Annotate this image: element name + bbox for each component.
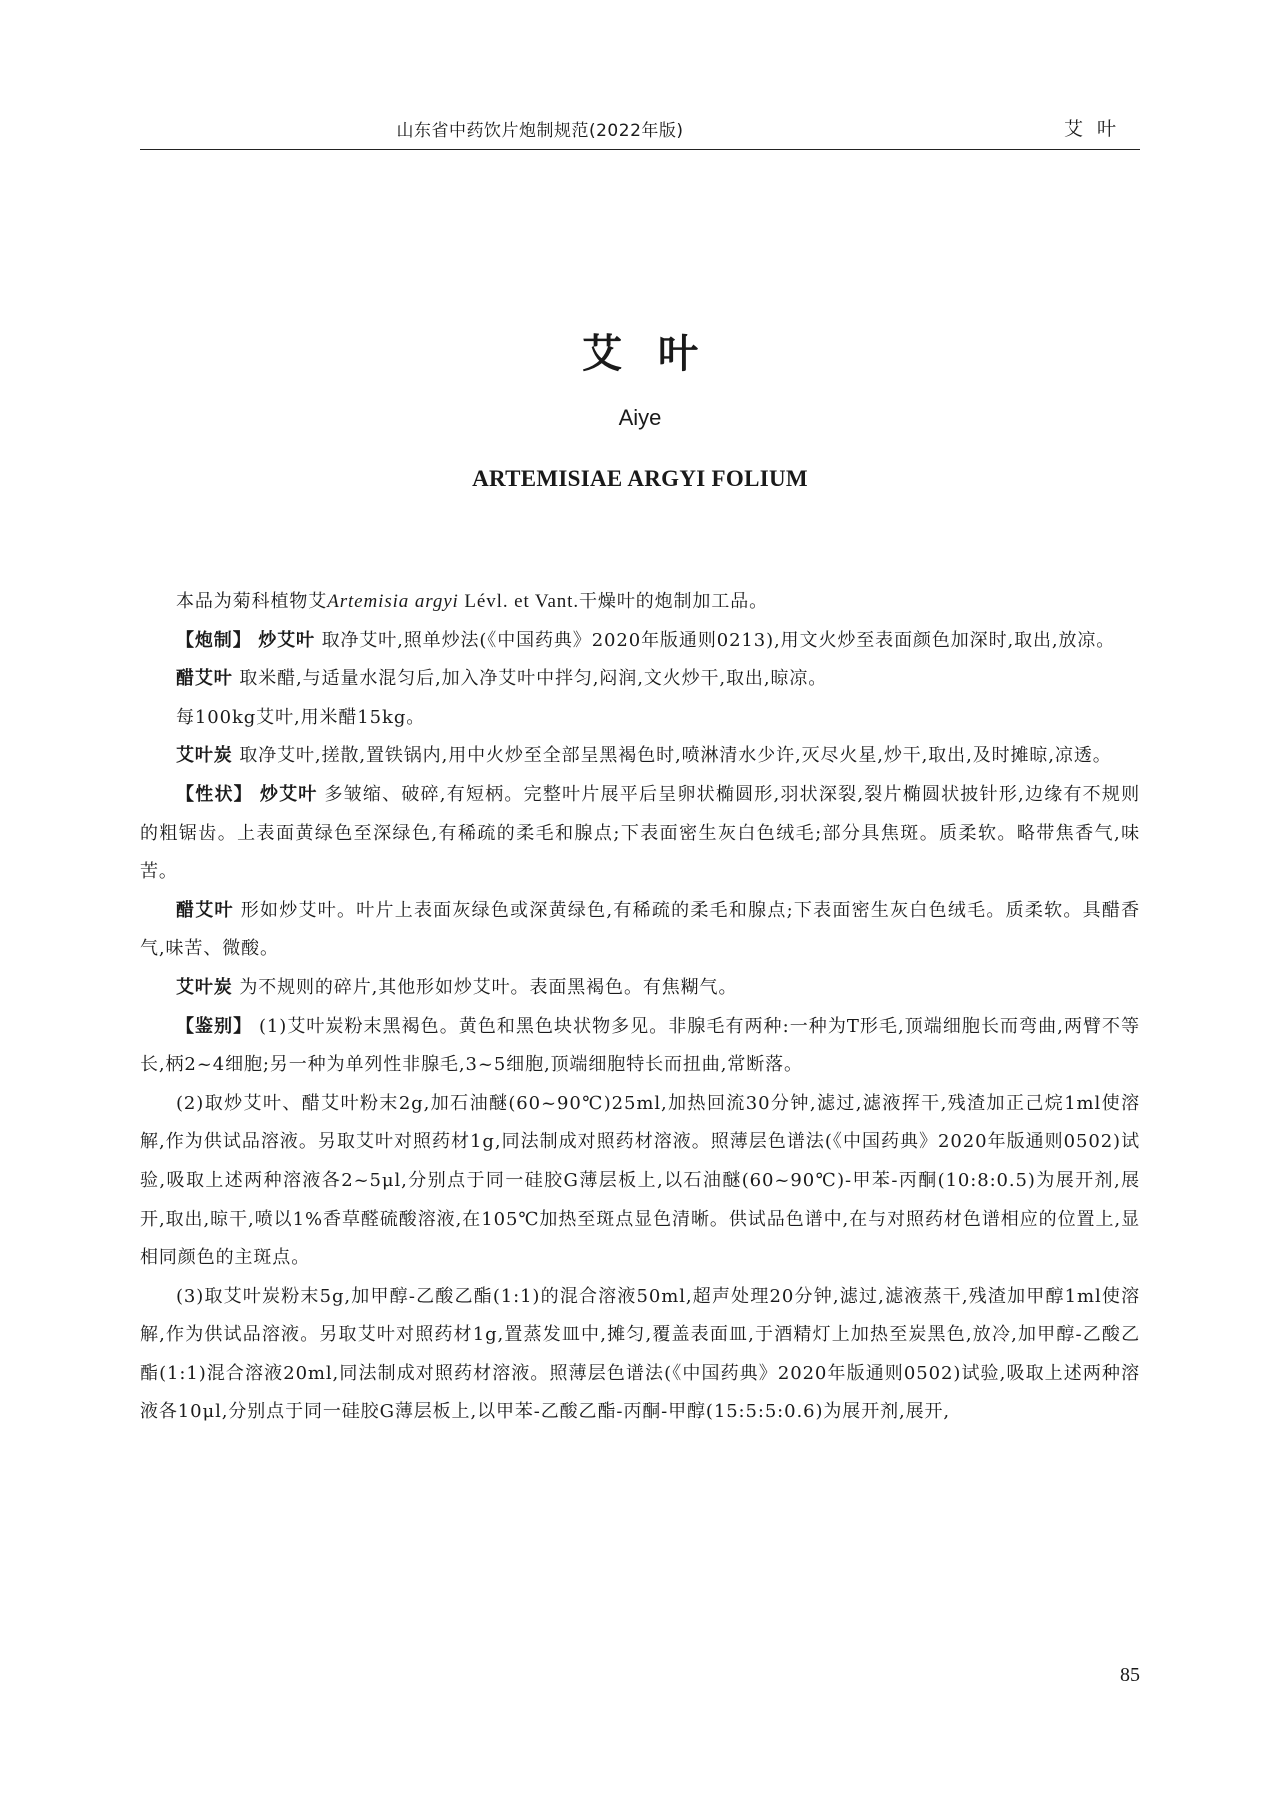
monograph-latin-name: ARTEMISIAE ARGYI FOLIUM (472, 466, 808, 491)
intro-prefix: 本品为菊科植物艾 (176, 591, 328, 612)
processing-chaoaiye-name: 炒艾叶 (258, 629, 315, 651)
characters-aiyetan-text: 为不规则的碎片,其他形如炒艾叶。表面黑褐色。有焦糊气。 (239, 976, 738, 998)
identification-item-2: (2)取炒艾叶、醋艾叶粉末2g,加石油醚(60~90℃)25ml,加热回流30分钟,滤过,滤液挥干,残渣加正己烷1ml使溶解,作为供试品溶液。另取艾叶对照药材1g,同法制成对照药材溶液。照薄层色谱法(《中国药典》2020年版通则0502)试验,吸取上述两种溶液各2~5μl,分别点于同一硅胶G薄层板上,以石油醚(60~90℃)-甲苯-丙酮(10:8:0.5)为展开剂,展开,取出,晾干,喷以1%香草醛硫酸溶液,在105℃加热至斑点显色清晰。供试品色谱中,在与对照药材色谱相应的位置上,显相同颜色的主斑点。 (140, 1092, 1140, 1269)
processing-cuaiye-name: 醋艾叶 (176, 668, 233, 690)
monograph-pinyin: Aiye (618, 405, 662, 430)
processing-chaoaiye-text: 取净艾叶,照单炒法(《中国药典》2020年版通则0213),用文火炒至表面颜色加深时,取出,放凉。 (321, 629, 1116, 651)
identification-label: 【鉴别】 (176, 1015, 253, 1037)
characters-aiyetan-name: 艾叶炭 (176, 976, 233, 998)
section-title: 艾叶 (1063, 118, 1130, 140)
species-name: Artemisia argyi (327, 591, 459, 612)
processing-aiyetan (140, 737, 1140, 776)
processing-chaoaiye (140, 622, 1140, 661)
processing-cuaiye-ratio: 每100kg艾叶,用米醋15kg。 (176, 706, 426, 728)
header-rule (140, 149, 1140, 150)
identification-item-3: (3)取艾叶炭粉末5g,加甲醇-乙酸乙酯(1:1)的混合溶液50ml,超声处理20分钟,滤过,滤液蒸干,残渣加甲醇1ml使溶解,作为供试品溶液。另取艾叶对照药材1g,置蒸发皿中,摊匀,覆盖表面皿,于酒精灯上加热至炭黑色,放冷,加甲醇-乙酸乙酯(1:1)混合溶液20ml,同法制成对照药材溶液。照薄层色谱法(《中国药典》2020年版通则0502)试验,吸取上述两种溶液各10μl,分别点于同一硅胶G薄层板上,以甲苯-乙酸乙酯-丙酮-甲醇(15:5:5:0.6)为展开剂,展开, (140, 1285, 1140, 1423)
page-number: 85 (1120, 1664, 1140, 1686)
processing-cuaiye (140, 660, 1140, 699)
characters-aiyetan (140, 969, 1140, 1008)
running-header (140, 112, 1140, 148)
characters-label: 【性状】 (176, 783, 253, 805)
intro-paragraph (140, 583, 1140, 622)
book-title: 山东省中药饮片炮制规范(2022年版) (396, 121, 684, 141)
characters-chaoaiye-name: 炒艾叶 (259, 783, 318, 805)
processing-cuaiye-text: 取米醋,与适量水混匀后,加入净艾叶中拌匀,闷润,文火炒干,取出,晾凉。 (239, 668, 828, 690)
identification-item-1-text: (1)艾叶炭粉末黑褐色。黄色和黑色块状物多见。非腺毛有两种:一种为T形毛,顶端细胞长而弯曲,两臂不等长,柄2~4细胞;另一种为单列性非腺毛,3~5细胞,顶端细胞特长而扭曲,常断落。 (140, 1015, 1140, 1076)
monograph-title: 艾叶 (582, 331, 734, 377)
characters-chaoaiye (140, 776, 1140, 892)
processing-aiyetan-text: 取净艾叶,搓散,置铁锅内,用中火炒至全部呈黑褐色时,喷淋清水少许,灭尽火星,炒干,取出,及时摊晾,凉透。 (239, 745, 1112, 767)
monograph-body (140, 583, 1140, 1432)
characters-cuaiye-text: 形如炒艾叶。叶片上表面灰绿色或深黄绿色,有稀疏的柔毛和腺点;下表面密生灰白色绒毛。质柔软。具醋香气,味苦、微酸。 (140, 899, 1140, 960)
identification-item-1 (140, 1008, 1140, 1085)
characters-cuaiye-name: 醋艾叶 (176, 899, 234, 921)
processing-label: 【炮制】 (176, 629, 252, 651)
processing-aiyetan-name: 艾叶炭 (176, 745, 233, 767)
characters-cuaiye (140, 892, 1140, 969)
species-authority: Lévl. et Vant. (458, 591, 580, 612)
intro-suffix: 干燥叶的炮制加工品。 (579, 591, 769, 612)
characters-chaoaiye-text: 多皱缩、破碎,有短柄。完整叶片展平后呈卵状椭圆形,羽状深裂,裂片椭圆状披针形,边缘有不规则的粗锯齿。上表面黄绿色至深绿色,有稀疏的柔毛和腺点;下表面密生灰白色绒毛;部分具焦斑。质柔软。略带焦香气,味苦。 (140, 783, 1141, 883)
